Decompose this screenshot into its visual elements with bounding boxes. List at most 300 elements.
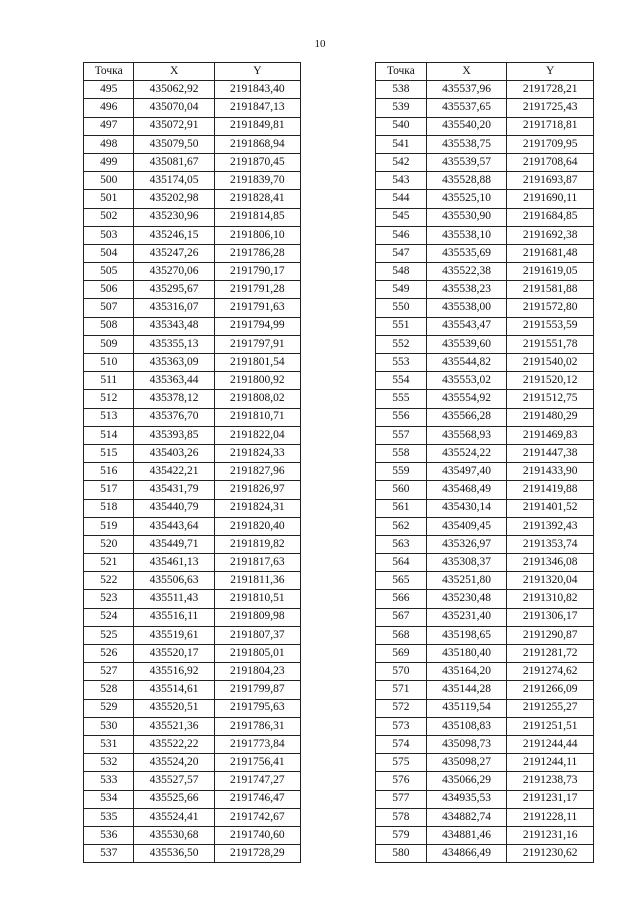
point-cell: 496: [84, 99, 134, 117]
table-row: [376, 699, 594, 717]
table-row: [84, 772, 301, 790]
table-row: [84, 517, 301, 535]
table-row: [376, 99, 594, 117]
point-cell: 565: [376, 572, 427, 590]
point-cell: 502: [84, 208, 134, 226]
y-cell: 2191811,36: [214, 572, 300, 590]
y-cell: 2191353,74: [507, 535, 594, 553]
table-row: [84, 535, 301, 553]
table-row: [376, 190, 594, 208]
y-cell: 2191809,98: [214, 608, 300, 626]
coordinates-table-left: [83, 62, 301, 863]
point-cell: 533: [84, 772, 134, 790]
point-cell: 513: [84, 408, 134, 426]
x-cell: 435538,75: [426, 135, 507, 153]
table-row: [376, 590, 594, 608]
table-row: [84, 754, 301, 772]
x-cell: 435516,92: [134, 663, 214, 681]
y-cell: 2191756,41: [214, 754, 300, 772]
y-cell: 2191827,96: [214, 463, 300, 481]
x-cell: 435543,47: [426, 317, 507, 335]
table-row: [84, 299, 301, 317]
x-cell: 435231,40: [426, 608, 507, 626]
x-cell: 435308,37: [426, 554, 507, 572]
table-row: [376, 444, 594, 462]
point-cell: 559: [376, 463, 427, 481]
x-cell: 435519,61: [134, 626, 214, 644]
point-cell: 495: [84, 81, 134, 99]
x-cell: 434881,46: [426, 826, 507, 844]
point-cell: 569: [376, 645, 427, 663]
table-row: [376, 554, 594, 572]
header-y: Y: [507, 63, 594, 81]
y-cell: 2191228,11: [507, 808, 594, 826]
x-cell: 435070,04: [134, 99, 214, 117]
y-cell: 2191847,13: [214, 99, 300, 117]
table-row: [376, 354, 594, 372]
x-cell: 435540,20: [426, 117, 507, 135]
x-cell: 435527,57: [134, 772, 214, 790]
y-cell: 2191786,28: [214, 244, 300, 262]
y-cell: 2191310,82: [507, 590, 594, 608]
point-cell: 534: [84, 790, 134, 808]
x-cell: 435363,44: [134, 372, 214, 390]
x-cell: 435511,43: [134, 590, 214, 608]
point-cell: 506: [84, 281, 134, 299]
x-cell: 435119,54: [426, 699, 507, 717]
table-row: [376, 263, 594, 281]
table-row: [376, 808, 594, 826]
y-cell: 2191244,44: [507, 735, 594, 753]
table-row: [84, 663, 301, 681]
table-row: [376, 772, 594, 790]
table-row: [376, 226, 594, 244]
table-row: [84, 317, 301, 335]
x-cell: 435326,97: [426, 535, 507, 553]
x-cell: 435538,00: [426, 299, 507, 317]
x-cell: 435461,13: [134, 554, 214, 572]
table-row: [376, 172, 594, 190]
table-row: [376, 681, 594, 699]
y-cell: 2191805,01: [214, 645, 300, 663]
table-row: [376, 281, 594, 299]
table-header-row: [84, 63, 301, 81]
point-cell: 532: [84, 754, 134, 772]
table-row: [84, 172, 301, 190]
header-y: Y: [214, 63, 300, 81]
x-cell: 435409,45: [426, 517, 507, 535]
y-cell: 2191728,21: [507, 81, 594, 99]
table-row: [376, 299, 594, 317]
table-row: [376, 208, 594, 226]
point-cell: 530: [84, 717, 134, 735]
x-cell: 435108,83: [426, 717, 507, 735]
y-cell: 2191401,52: [507, 499, 594, 517]
table-row: [376, 790, 594, 808]
x-cell: 435568,93: [426, 426, 507, 444]
x-cell: 435554,92: [426, 390, 507, 408]
header-x: X: [426, 63, 507, 81]
x-cell: 435449,71: [134, 535, 214, 553]
y-cell: 2191244,11: [507, 754, 594, 772]
x-cell: 434866,49: [426, 845, 507, 863]
x-cell: 435553,02: [426, 372, 507, 390]
point-cell: 561: [376, 499, 427, 517]
table-row: [376, 826, 594, 844]
y-cell: 2191251,51: [507, 717, 594, 735]
y-cell: 2191747,27: [214, 772, 300, 790]
point-cell: 557: [376, 426, 427, 444]
x-cell: 435535,69: [426, 244, 507, 262]
table-row: [84, 645, 301, 663]
table-row: [376, 735, 594, 753]
point-cell: 514: [84, 426, 134, 444]
point-cell: 553: [376, 354, 427, 372]
point-cell: 504: [84, 244, 134, 262]
x-cell: 435251,80: [426, 572, 507, 590]
y-cell: 2191820,40: [214, 517, 300, 535]
point-cell: 522: [84, 572, 134, 590]
table-row: [84, 281, 301, 299]
y-cell: 2191512,75: [507, 390, 594, 408]
point-cell: 555: [376, 390, 427, 408]
x-cell: 435440,79: [134, 499, 214, 517]
table-row: [376, 117, 594, 135]
y-cell: 2191553,59: [507, 317, 594, 335]
point-cell: 552: [376, 335, 427, 353]
table-row: [376, 517, 594, 535]
table-row: [84, 608, 301, 626]
y-cell: 2191795,63: [214, 699, 300, 717]
y-cell: 2191520,12: [507, 372, 594, 390]
y-cell: 2191814,85: [214, 208, 300, 226]
x-cell: 435376,70: [134, 408, 214, 426]
coordinates-table-right: [375, 62, 594, 863]
point-cell: 512: [84, 390, 134, 408]
table-row: [84, 808, 301, 826]
point-cell: 539: [376, 99, 427, 117]
x-cell: 435355,13: [134, 335, 214, 353]
x-cell: 435514,61: [134, 681, 214, 699]
point-cell: 572: [376, 699, 427, 717]
y-cell: 2191742,67: [214, 808, 300, 826]
point-cell: 529: [84, 699, 134, 717]
y-cell: 2191306,17: [507, 608, 594, 626]
table-row: [376, 626, 594, 644]
x-cell: 435098,27: [426, 754, 507, 772]
x-cell: 435525,66: [134, 790, 214, 808]
y-cell: 2191810,51: [214, 590, 300, 608]
y-cell: 2191870,45: [214, 153, 300, 171]
table-row: [84, 481, 301, 499]
point-cell: 499: [84, 153, 134, 171]
page-number: 10: [314, 38, 326, 50]
y-cell: 2191822,04: [214, 426, 300, 444]
table-row: [376, 81, 594, 99]
table-row: [376, 390, 594, 408]
header-point: Точка: [376, 63, 427, 81]
y-cell: 2191480,29: [507, 408, 594, 426]
x-cell: 434935,53: [426, 790, 507, 808]
table-row: [376, 754, 594, 772]
table-row: [84, 244, 301, 262]
table-row: [84, 717, 301, 735]
y-cell: 2191274,62: [507, 663, 594, 681]
header-point: Точка: [84, 63, 134, 81]
table-row: [376, 153, 594, 171]
x-cell: 435066,29: [426, 772, 507, 790]
x-cell: 435098,73: [426, 735, 507, 753]
point-cell: 527: [84, 663, 134, 681]
y-cell: 2191718,81: [507, 117, 594, 135]
point-cell: 571: [376, 681, 427, 699]
x-cell: 435363,09: [134, 354, 214, 372]
table-row: [84, 117, 301, 135]
y-cell: 2191619,05: [507, 263, 594, 281]
point-cell: 524: [84, 608, 134, 626]
point-cell: 526: [84, 645, 134, 663]
table-row: [84, 735, 301, 753]
x-cell: 435270,06: [134, 263, 214, 281]
x-cell: 435422,21: [134, 463, 214, 481]
y-cell: 2191786,31: [214, 717, 300, 735]
x-cell: 435530,90: [426, 208, 507, 226]
x-cell: 435378,12: [134, 390, 214, 408]
x-cell: 435497,40: [426, 463, 507, 481]
point-cell: 574: [376, 735, 427, 753]
point-cell: 580: [376, 845, 427, 863]
y-cell: 2191540,02: [507, 354, 594, 372]
point-cell: 579: [376, 826, 427, 844]
y-cell: 2191810,71: [214, 408, 300, 426]
x-cell: 435522,38: [426, 263, 507, 281]
point-cell: 573: [376, 717, 427, 735]
table-row: [84, 81, 301, 99]
y-cell: 2191794,99: [214, 317, 300, 335]
y-cell: 2191681,48: [507, 244, 594, 262]
y-cell: 2191839,70: [214, 172, 300, 190]
y-cell: 2191773,84: [214, 735, 300, 753]
table-row: [376, 499, 594, 517]
point-cell: 540: [376, 117, 427, 135]
x-cell: 435521,36: [134, 717, 214, 735]
x-cell: 435072,91: [134, 117, 214, 135]
y-cell: 2191728,29: [214, 845, 300, 863]
x-cell: 435343,48: [134, 317, 214, 335]
point-cell: 542: [376, 153, 427, 171]
x-cell: 435247,26: [134, 244, 214, 262]
x-cell: 435164,20: [426, 663, 507, 681]
point-cell: 510: [84, 354, 134, 372]
table-row: [84, 426, 301, 444]
table-row: [84, 681, 301, 699]
y-cell: 2191709,95: [507, 135, 594, 153]
point-cell: 497: [84, 117, 134, 135]
y-cell: 2191799,87: [214, 681, 300, 699]
x-cell: 435295,67: [134, 281, 214, 299]
table-row: [84, 335, 301, 353]
x-cell: 435520,51: [134, 699, 214, 717]
point-cell: 505: [84, 263, 134, 281]
point-cell: 528: [84, 681, 134, 699]
y-cell: 2191238,73: [507, 772, 594, 790]
table-row: [84, 263, 301, 281]
point-cell: 551: [376, 317, 427, 335]
x-cell: 435174,05: [134, 172, 214, 190]
point-cell: 554: [376, 372, 427, 390]
y-cell: 2191806,10: [214, 226, 300, 244]
table-row: [84, 372, 301, 390]
table-row: [84, 790, 301, 808]
x-cell: 435539,60: [426, 335, 507, 353]
table-row: [376, 845, 594, 863]
point-cell: 501: [84, 190, 134, 208]
y-cell: 2191746,47: [214, 790, 300, 808]
y-cell: 2191281,72: [507, 645, 594, 663]
x-cell: 435403,26: [134, 444, 214, 462]
header-x: X: [134, 63, 214, 81]
point-cell: 509: [84, 335, 134, 353]
point-cell: 558: [376, 444, 427, 462]
y-cell: 2191231,17: [507, 790, 594, 808]
y-cell: 2191693,87: [507, 172, 594, 190]
table-row: [84, 572, 301, 590]
point-cell: 498: [84, 135, 134, 153]
y-cell: 2191346,08: [507, 554, 594, 572]
x-cell: 435198,65: [426, 626, 507, 644]
table-row: [84, 354, 301, 372]
y-cell: 2191230,62: [507, 845, 594, 863]
x-cell: 435525,10: [426, 190, 507, 208]
table-row: [84, 826, 301, 844]
point-cell: 546: [376, 226, 427, 244]
table-row: [376, 717, 594, 735]
x-cell: 435536,50: [134, 845, 214, 863]
point-cell: 575: [376, 754, 427, 772]
table-row: [376, 663, 594, 681]
table-row: [84, 226, 301, 244]
y-cell: 2191824,31: [214, 499, 300, 517]
table-row: [376, 335, 594, 353]
y-cell: 2191469,83: [507, 426, 594, 444]
point-cell: 548: [376, 263, 427, 281]
point-cell: 541: [376, 135, 427, 153]
y-cell: 2191690,11: [507, 190, 594, 208]
table-row: [376, 135, 594, 153]
x-cell: 435524,20: [134, 754, 214, 772]
table-row: [376, 535, 594, 553]
point-cell: 547: [376, 244, 427, 262]
point-cell: 521: [84, 554, 134, 572]
point-cell: 537: [84, 845, 134, 863]
point-cell: 520: [84, 535, 134, 553]
table-row: [84, 190, 301, 208]
point-cell: 570: [376, 663, 427, 681]
point-cell: 531: [84, 735, 134, 753]
x-cell: 435537,96: [426, 81, 507, 99]
table-row: [84, 554, 301, 572]
table-row: [84, 99, 301, 117]
x-cell: 435538,23: [426, 281, 507, 299]
y-cell: 2191801,54: [214, 354, 300, 372]
point-cell: 535: [84, 808, 134, 826]
point-cell: 550: [376, 299, 427, 317]
table-row: [376, 426, 594, 444]
x-cell: 435544,82: [426, 354, 507, 372]
y-cell: 2191800,92: [214, 372, 300, 390]
y-cell: 2191791,63: [214, 299, 300, 317]
point-cell: 566: [376, 590, 427, 608]
x-cell: 435062,92: [134, 81, 214, 99]
table-row: [84, 590, 301, 608]
point-cell: 536: [84, 826, 134, 844]
y-cell: 2191790,17: [214, 263, 300, 281]
table-row: [84, 499, 301, 517]
point-cell: 578: [376, 808, 427, 826]
y-cell: 2191266,09: [507, 681, 594, 699]
y-cell: 2191817,63: [214, 554, 300, 572]
point-cell: 562: [376, 517, 427, 535]
y-cell: 2191255,27: [507, 699, 594, 717]
table-row: [84, 444, 301, 462]
y-cell: 2191725,43: [507, 99, 594, 117]
x-cell: 435524,22: [426, 444, 507, 462]
x-cell: 435431,79: [134, 481, 214, 499]
x-cell: 435079,50: [134, 135, 214, 153]
y-cell: 2191868,94: [214, 135, 300, 153]
point-cell: 508: [84, 317, 134, 335]
y-cell: 2191740,60: [214, 826, 300, 844]
y-cell: 2191797,91: [214, 335, 300, 353]
y-cell: 2191419,88: [507, 481, 594, 499]
point-cell: 577: [376, 790, 427, 808]
x-cell: 435516,11: [134, 608, 214, 626]
point-cell: 517: [84, 481, 134, 499]
point-cell: 525: [84, 626, 134, 644]
point-cell: 549: [376, 281, 427, 299]
table-header-row: [376, 63, 594, 81]
point-cell: 507: [84, 299, 134, 317]
y-cell: 2191684,85: [507, 208, 594, 226]
point-cell: 567: [376, 608, 427, 626]
point-cell: 515: [84, 444, 134, 462]
y-cell: 2191828,41: [214, 190, 300, 208]
table-row: [84, 135, 301, 153]
point-cell: 576: [376, 772, 427, 790]
point-cell: 560: [376, 481, 427, 499]
point-cell: 543: [376, 172, 427, 190]
x-cell: 435443,64: [134, 517, 214, 535]
y-cell: 2191433,90: [507, 463, 594, 481]
table-row: [84, 408, 301, 426]
x-cell: 435537,65: [426, 99, 507, 117]
point-cell: 545: [376, 208, 427, 226]
table-row: [376, 481, 594, 499]
y-cell: 2191843,40: [214, 81, 300, 99]
point-cell: 518: [84, 499, 134, 517]
x-cell: 435230,96: [134, 208, 214, 226]
y-cell: 2191708,64: [507, 153, 594, 171]
table-row: [84, 153, 301, 171]
point-cell: 568: [376, 626, 427, 644]
x-cell: 435528,88: [426, 172, 507, 190]
x-cell: 435230,48: [426, 590, 507, 608]
y-cell: 2191819,82: [214, 535, 300, 553]
y-cell: 2191551,78: [507, 335, 594, 353]
table-row: [84, 626, 301, 644]
table-row: [376, 244, 594, 262]
y-cell: 2191808,02: [214, 390, 300, 408]
